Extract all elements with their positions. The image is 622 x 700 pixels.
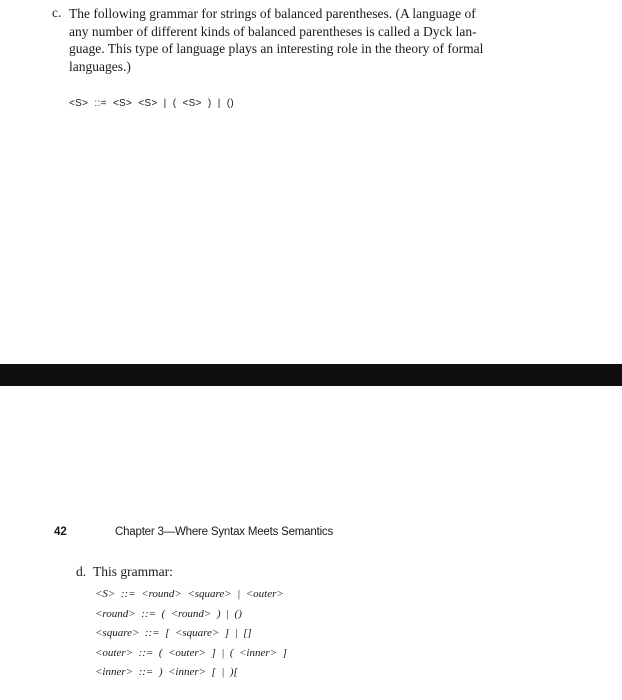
page-separator-band — [0, 364, 622, 386]
grammar-rule: <inner> ::= ) <inner> [ | )[ — [95, 666, 238, 678]
grammar-rule: <outer> ::= ( <outer> ] | ( <inner> ] — [95, 646, 287, 659]
dyck-grammar-rule: <S> ::= <S> <S> | ( <S> ) | () — [69, 98, 235, 109]
item-c-marker: c. — [52, 5, 62, 20]
paragraph-line: languages.) — [69, 58, 131, 74]
running-head: Chapter 3—Where Syntax Meets Semantics — [115, 526, 334, 538]
grammar-rules — [95, 588, 287, 686]
paragraph-line: any number of different kinds of balanced parentheses is called a Dyck lan- — [69, 23, 477, 39]
grammar-rule: <round> ::= ( <round> ) | () — [95, 607, 242, 620]
paragraph-line: guage. This type of language plays an interesting role in the theory of formal — [69, 41, 484, 56]
grammar-rule: <S> ::= <round> <square> | <outer> — [95, 588, 284, 600]
item-d-marker: d. — [76, 564, 87, 579]
item-d-intro: This grammar: — [93, 564, 173, 579]
grammar-rule: <square> ::= [ <square> ] | [] — [95, 627, 252, 639]
page-number: 42 — [54, 526, 67, 538]
item-c-paragraph — [69, 5, 584, 75]
paragraph-line: The following grammar for strings of balanced parentheses. (A language of — [69, 6, 476, 21]
